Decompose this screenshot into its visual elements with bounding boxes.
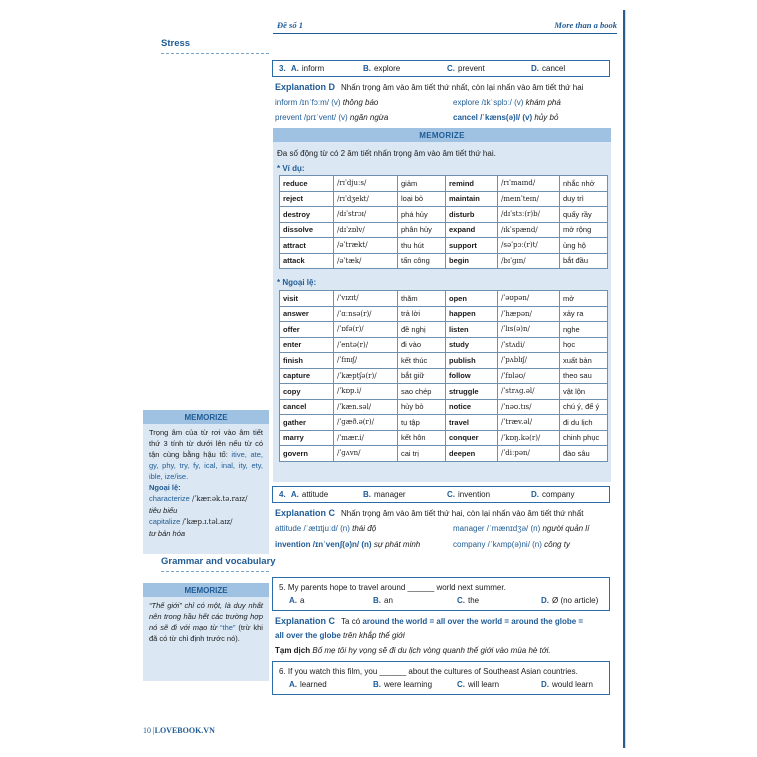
exception-cell: notice bbox=[446, 399, 498, 415]
explanation-5: Explanation C Ta có around the world = all over the world = around the globe = bbox=[275, 616, 584, 626]
q4-option-b: B. manager bbox=[363, 490, 406, 499]
exp4-row1-right: manager /ˈmænɪdʒə/ (n) người quản lí bbox=[453, 524, 590, 533]
exception-cell: marry bbox=[280, 430, 334, 446]
exception-cell: /ˈstʌdi/ bbox=[498, 337, 560, 353]
exception-cell: đi vào bbox=[398, 337, 446, 353]
footer-site: LOVEBOOK.VN bbox=[154, 726, 215, 735]
exception-cell: bắt giữ bbox=[398, 368, 446, 384]
exception-cell: nghe bbox=[560, 322, 608, 338]
q5-option-c: C. the bbox=[457, 596, 480, 605]
exception-cell: open bbox=[446, 291, 498, 307]
exception-cell: theo sau bbox=[560, 368, 608, 384]
side-memo1-ex2-vi: tư bản hóa bbox=[149, 529, 186, 538]
exception-row bbox=[280, 446, 608, 462]
exception-cell: /ˈpʌblɪʃ/ bbox=[498, 353, 560, 369]
section-title-grammar: Grammar and vocabulary bbox=[161, 556, 276, 567]
example-row bbox=[280, 253, 608, 269]
example-cell: bắt đầu bbox=[560, 253, 608, 269]
side-memo1-ex2-ipa: /ˈkæp.ɪ.təl.aɪz/ bbox=[182, 518, 233, 526]
example-cell: phá hủy bbox=[398, 207, 446, 223]
memorize-box-main bbox=[273, 128, 611, 482]
example-cell: attract bbox=[280, 238, 334, 254]
example-cell: /rɪˈmaɪnd/ bbox=[498, 176, 560, 192]
exception-cell: /ˈɒfə(r)/ bbox=[334, 322, 398, 338]
example-cell: /meɪnˈteɪn/ bbox=[498, 191, 560, 207]
side-memo2-body1: “Thế giới” chỉ có một, là duy nhất nên trong hầu hết các trường hợp nó sẽ đi với mạo từ bbox=[149, 601, 263, 632]
exp4-row1-left: attitude /ˈætɪtjuːd/ (n) thái độ bbox=[275, 524, 377, 533]
q5-question: 5. My parents hope to travel around ______ world next summer. bbox=[279, 583, 506, 592]
exceptions-label: * Ngoại lệ: bbox=[277, 278, 317, 287]
exception-cell: đào sâu bbox=[560, 446, 608, 462]
exception-cell: /ˈkɒŋ.kə(r)/ bbox=[498, 430, 560, 446]
exception-cell: /ˈɑːnsə(r)/ bbox=[334, 306, 398, 322]
exp3-row1-right: explore /ɪkˈsplɔː/ (v) khám phá bbox=[453, 98, 561, 107]
exp5-translation: Tạm dịch Bố mẹ tôi hy vọng sẽ đi du lịch vòng quanh thế giới vào mùa hè tới. bbox=[275, 646, 551, 655]
example-cell: /səˈpɔː(r)t/ bbox=[498, 238, 560, 254]
memorize-intro: Đa số động từ có 2 âm tiết nhấn trọng âm vào âm tiết thứ hai. bbox=[277, 149, 496, 158]
page-number: 10 bbox=[143, 726, 151, 735]
example-cell: /bɪˈɡɪn/ bbox=[498, 253, 560, 269]
header-right: More than a book bbox=[554, 20, 617, 30]
exception-cell: govern bbox=[280, 446, 334, 462]
page-header bbox=[277, 19, 617, 31]
exception-cell: /ˈmær.i/ bbox=[334, 430, 398, 446]
exception-cell: /ˈdiːpən/ bbox=[498, 446, 560, 462]
exception-cell: xảy ra bbox=[560, 306, 608, 322]
side-memorize-the-world bbox=[143, 583, 269, 681]
q5-option-a: A. a bbox=[289, 596, 305, 605]
example-row bbox=[280, 222, 608, 238]
side-memo1-ex1: characterize bbox=[149, 494, 190, 503]
exception-cell: /ˈɡæð.ə(r)/ bbox=[334, 415, 398, 431]
q6-question: 6. If you watch this film, you ______ about the cultures of Southeast Asian countries. bbox=[279, 667, 578, 676]
exception-cell: chú ý, để ý bbox=[560, 399, 608, 415]
exception-cell: /ˈkæn.səl/ bbox=[334, 399, 398, 415]
exception-cell: đề nghị bbox=[398, 322, 446, 338]
exception-row bbox=[280, 353, 608, 369]
example-cell: quấy rầy bbox=[560, 207, 608, 223]
q3-option-b: B. explore bbox=[363, 64, 401, 73]
exception-cell: answer bbox=[280, 306, 334, 322]
example-cell: attack bbox=[280, 253, 334, 269]
exception-row bbox=[280, 368, 608, 384]
exception-cell: deepen bbox=[446, 446, 498, 462]
example-cell: /dɪˈzɒlv/ bbox=[334, 222, 398, 238]
exception-row bbox=[280, 399, 608, 415]
exception-cell: cai trị bbox=[398, 446, 446, 462]
explanation-3: Explanation D Nhấn trọng âm vào âm tiết thứ nhất, còn lại nhấn vào âm tiết thứ hai bbox=[275, 82, 584, 92]
example-cell: dissolve bbox=[280, 222, 334, 238]
question-6 bbox=[272, 661, 610, 695]
example-cell: /dɪˈstɜː(r)b/ bbox=[498, 207, 560, 223]
side-memo1-body: Trọng âm của từ rơi vào âm tiết thứ 3 tính từ dưới lên nếu từ có tận cùng bằng hậu tố: bbox=[149, 428, 263, 459]
question-4 bbox=[272, 486, 610, 503]
exceptions-table bbox=[279, 290, 608, 462]
exception-cell: finish bbox=[280, 353, 334, 369]
exception-cell: kết hôn bbox=[398, 430, 446, 446]
example-cell: nhắc nhở bbox=[560, 176, 608, 192]
exception-cell: /ˈɡʌvn/ bbox=[334, 446, 398, 462]
exp4-row2-left: invention /ɪnˈvenʃ(ə)n/ (n) sự phát minh bbox=[275, 540, 421, 549]
exception-cell: /ˈəʊpən/ bbox=[498, 291, 560, 307]
q6-option-a: A. learned bbox=[289, 680, 327, 689]
exception-row bbox=[280, 322, 608, 338]
exception-cell: happen bbox=[446, 306, 498, 322]
side-memo1-ex1-ipa: /ˈkær.ək.tə.raɪz/ bbox=[191, 495, 248, 503]
exception-cell: enter bbox=[280, 337, 334, 353]
example-cell: thu hút bbox=[398, 238, 446, 254]
exception-cell: chinh phục bbox=[560, 430, 608, 446]
example-row bbox=[280, 191, 608, 207]
exception-cell: hủy bỏ bbox=[398, 399, 446, 415]
example-cell: ủng hộ bbox=[560, 238, 608, 254]
header-rule bbox=[273, 33, 617, 34]
q3-option-a: 3. A. inform bbox=[279, 64, 325, 73]
exception-cell: vật lộn bbox=[560, 384, 608, 400]
q4-option-c: C. invention bbox=[447, 490, 491, 499]
page-footer: 10 |LOVEBOOK.VN bbox=[143, 726, 215, 735]
page bbox=[139, 10, 625, 748]
q6-option-d: D. would learn bbox=[541, 680, 593, 689]
example-cell: begin bbox=[446, 253, 498, 269]
example-cell: loại bỏ bbox=[398, 191, 446, 207]
exception-cell: /ˈstrʌɡ.əl/ bbox=[498, 384, 560, 400]
exp4-row2-right: company /ˈkʌmp(ə)ni/ (n) công ty bbox=[453, 540, 570, 549]
example-row bbox=[280, 176, 608, 192]
exception-cell: conquer bbox=[446, 430, 498, 446]
section-title-stress: Stress bbox=[161, 38, 191, 49]
exception-cell: thăm bbox=[398, 291, 446, 307]
exception-cell: /ˈfɒləʊ/ bbox=[498, 368, 560, 384]
side-memo1-ex2: capitalize bbox=[149, 517, 181, 526]
exception-cell: trả lời bbox=[398, 306, 446, 322]
side-memo2-the: “the” bbox=[220, 623, 236, 632]
q4-option-d: D. company bbox=[531, 490, 575, 499]
exception-cell: offer bbox=[280, 322, 334, 338]
exception-cell: /ˈkæptʃə(r)/ bbox=[334, 368, 398, 384]
example-cell: /rɪˈdʒekt/ bbox=[334, 191, 398, 207]
example-cell: reduce bbox=[280, 176, 334, 192]
q6-option-c: C. will learn bbox=[457, 680, 500, 689]
q6-option-b: B. were learning bbox=[373, 680, 433, 689]
exception-cell: cancel bbox=[280, 399, 334, 415]
example-cell: duy trì bbox=[560, 191, 608, 207]
example-cell: reject bbox=[280, 191, 334, 207]
exception-cell: follow bbox=[446, 368, 498, 384]
example-cell: giảm bbox=[398, 176, 446, 192]
exception-row bbox=[280, 337, 608, 353]
side-memorize-title: MEMORIZE bbox=[184, 412, 228, 422]
example-cell: /əˈtrækt/ bbox=[334, 238, 398, 254]
exception-cell: travel bbox=[446, 415, 498, 431]
exception-cell: /ˈlɪs(ə)n/ bbox=[498, 322, 560, 338]
example-cell: /ɪkˈspænd/ bbox=[498, 222, 560, 238]
exp5-line2: all over the globe trên khắp thế giới bbox=[275, 631, 405, 640]
exception-cell: xuất bản bbox=[560, 353, 608, 369]
q4-option-a: 4. A. attitude bbox=[279, 490, 329, 499]
exception-cell: /ˈvɪzɪt/ bbox=[334, 291, 398, 307]
example-cell: /rɪˈdjuːs/ bbox=[334, 176, 398, 192]
exception-cell: mở bbox=[560, 291, 608, 307]
exception-cell: /ˈfɪnɪʃ/ bbox=[334, 353, 398, 369]
exception-cell: /ˈentə(r)/ bbox=[334, 337, 398, 353]
exp3-row1-left: inform /ɪnˈfɔːm/ (v) thông báo bbox=[275, 98, 379, 107]
exception-cell: struggle bbox=[446, 384, 498, 400]
exception-row bbox=[280, 291, 608, 307]
exception-row bbox=[280, 384, 608, 400]
q5-option-d: D. Ø (no article) bbox=[541, 596, 599, 605]
example-cell: mở rộng bbox=[560, 222, 608, 238]
side-memo1-suffixes: itive, ate, gy, phy, try, fy, ical, inal, ity, ety, ible, ize/ise. bbox=[149, 450, 263, 481]
exception-cell: capture bbox=[280, 368, 334, 384]
exception-cell: /ˈnəʊ.tɪs/ bbox=[498, 399, 560, 415]
example-cell: phân hủy bbox=[398, 222, 446, 238]
side-memo2-body2: (trừ khi đã có từ chỉ định trước nó). bbox=[149, 623, 263, 643]
exception-cell: /ˈkɒp.i/ bbox=[334, 384, 398, 400]
example-cell: disturb bbox=[446, 207, 498, 223]
examples-label: * Ví dụ: bbox=[277, 164, 305, 173]
question-5 bbox=[272, 577, 610, 611]
example-cell: support bbox=[446, 238, 498, 254]
exception-cell: gather bbox=[280, 415, 334, 431]
example-row bbox=[280, 207, 608, 223]
example-cell: /dɪˈstrɔɪ/ bbox=[334, 207, 398, 223]
exception-row bbox=[280, 415, 608, 431]
example-cell: maintain bbox=[446, 191, 498, 207]
question-3 bbox=[272, 60, 610, 77]
exp3-row2-right: cancel /ˈkæns(ə)l/ (v) hủy bỏ bbox=[453, 113, 559, 122]
example-cell: destroy bbox=[280, 207, 334, 223]
exception-cell: listen bbox=[446, 322, 498, 338]
explanation-4: Explanation C Nhấn trọng âm vào âm tiết thứ hai, còn lại nhấn vào âm tiết thứ nhất bbox=[275, 508, 584, 518]
exception-row bbox=[280, 306, 608, 322]
exception-cell: học bbox=[560, 337, 608, 353]
example-cell: /əˈtæk/ bbox=[334, 253, 398, 269]
exception-cell: tụ tập bbox=[398, 415, 446, 431]
side-memo1-exception-label: Ngoại lệ: bbox=[149, 483, 181, 492]
exception-row bbox=[280, 430, 608, 446]
side-memorize2-title: MEMORIZE bbox=[184, 585, 228, 595]
exception-cell: kết thúc bbox=[398, 353, 446, 369]
side-memorize-suffix bbox=[143, 410, 269, 554]
header-left: Đề số 1 bbox=[277, 20, 303, 30]
example-row bbox=[280, 238, 608, 254]
example-cell: expand bbox=[446, 222, 498, 238]
section-rule-grammar bbox=[161, 571, 269, 572]
exception-cell: sao chép bbox=[398, 384, 446, 400]
exception-cell: copy bbox=[280, 384, 334, 400]
section-rule-stress bbox=[161, 53, 269, 54]
side-memo1-ex1-vi: tiêu biểu bbox=[149, 506, 178, 515]
exception-cell: /ˈtræv.əl/ bbox=[498, 415, 560, 431]
exception-cell: visit bbox=[280, 291, 334, 307]
examples-table bbox=[279, 175, 608, 269]
example-cell: tấn công bbox=[398, 253, 446, 269]
q3-option-c: C. prevent bbox=[447, 64, 485, 73]
exception-cell: /ˈhæpən/ bbox=[498, 306, 560, 322]
q5-option-b: B. an bbox=[373, 596, 393, 605]
exception-cell: đi du lịch bbox=[560, 415, 608, 431]
q3-option-d: D. cancel bbox=[531, 64, 566, 73]
exception-cell: study bbox=[446, 337, 498, 353]
memorize-title-bar: MEMORIZE bbox=[273, 128, 611, 142]
exception-cell: publish bbox=[446, 353, 498, 369]
exp3-row2-left: prevent /prɪˈvent/ (v) ngăn ngừa bbox=[275, 113, 389, 122]
example-cell: remind bbox=[446, 176, 498, 192]
